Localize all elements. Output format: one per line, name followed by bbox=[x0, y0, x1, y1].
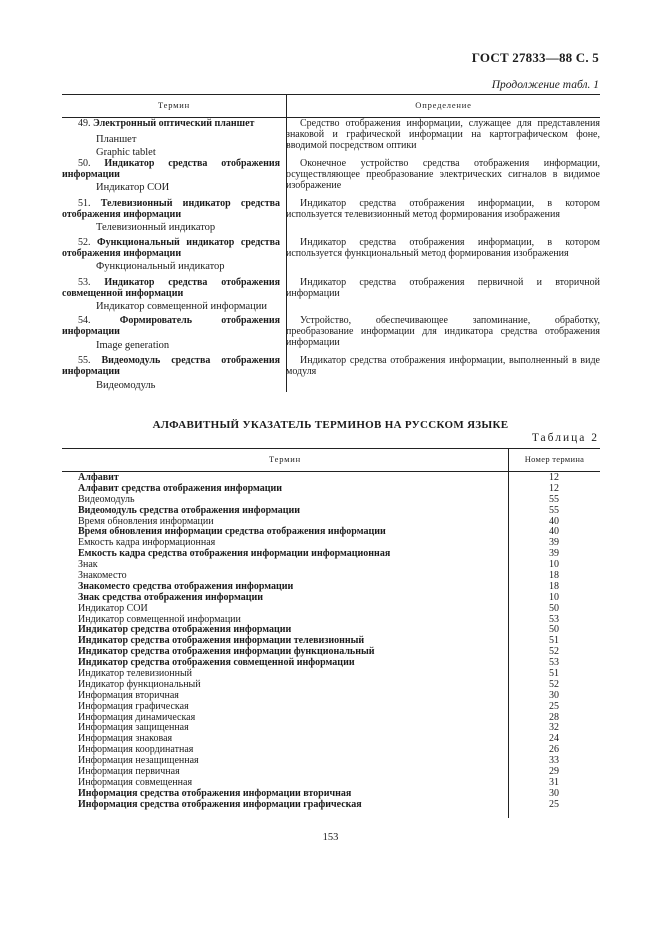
index-term: Емкость кадра информационная bbox=[78, 537, 216, 549]
table-row bbox=[62, 712, 600, 723]
term-synonym: Видеомодуль bbox=[96, 380, 156, 391]
index-term: Знак средства отображения информации bbox=[78, 591, 263, 603]
index-term-number: 40 bbox=[549, 515, 559, 527]
index-term-number: 10 bbox=[549, 559, 559, 571]
term-label: 49. Электронный оптический планшет bbox=[78, 118, 255, 129]
table-row bbox=[62, 516, 600, 527]
index-term: Информация средства отображения информации графическая bbox=[78, 798, 362, 810]
index-term: Емкость кадра средства отображения информации информационная bbox=[78, 548, 391, 560]
table-row bbox=[62, 777, 600, 788]
index-term: Информация динамическая bbox=[78, 711, 196, 723]
table-row bbox=[62, 603, 600, 614]
index-term-number: 10 bbox=[549, 591, 559, 603]
table-row bbox=[62, 722, 600, 733]
standard-code: ГОСТ 27833—88 С. 5 bbox=[471, 50, 599, 65]
table-continuation-note: Продолжение табл. 1 bbox=[491, 79, 599, 91]
index-term: Индикатор средства отображения информации телевизионный bbox=[78, 635, 365, 647]
index-term: Информация первичная bbox=[78, 766, 180, 778]
term-definition: Оконечное устройство средства отображения информации, осуществляющее преобразование электрических сигналов в видимое изображение bbox=[286, 158, 600, 191]
index-term-number: 26 bbox=[549, 744, 559, 756]
index-term: Знак bbox=[78, 559, 98, 571]
index-term: Информация средства отображения информации вторичная bbox=[78, 787, 352, 799]
page-number: 153 bbox=[322, 832, 339, 843]
term-definition: Индикатор средства отображения информации, в котором используется телевизионный метод формирования изображения bbox=[286, 198, 600, 220]
table-row bbox=[62, 472, 600, 483]
index-term-number: 55 bbox=[549, 504, 559, 516]
index-term: Время обновления информации bbox=[78, 515, 214, 527]
index-term: Видеомодуль bbox=[78, 493, 135, 505]
table-row bbox=[62, 483, 600, 494]
table-row bbox=[62, 592, 600, 603]
index-term-number: 18 bbox=[549, 580, 559, 592]
term-label: 51. Телевизионный индикатор средства отображения информации bbox=[62, 198, 281, 220]
index-term: Информация знаковая bbox=[78, 733, 173, 745]
term-definition: Индикатор средства отображения первичной и вторичной информации bbox=[286, 277, 600, 299]
index-term: Информация вторичная bbox=[78, 689, 179, 701]
index-term-number: 53 bbox=[549, 613, 559, 625]
term-definition: Индикатор средства отображения информации, выполненный в виде модуля bbox=[286, 355, 600, 377]
term-label: 55. Видеомодуль средства отображения информации bbox=[62, 355, 281, 377]
index-term: Индикатор функциональный bbox=[78, 678, 201, 690]
index-term-number: 33 bbox=[549, 755, 559, 767]
index-term-number: 53 bbox=[549, 657, 559, 669]
index-term-number: 29 bbox=[549, 766, 559, 778]
table2-body bbox=[62, 472, 600, 810]
table2-col-term: Термин bbox=[268, 454, 302, 464]
table1-col-term: Термин bbox=[157, 100, 191, 110]
table-row bbox=[62, 526, 600, 537]
index-term-number: 12 bbox=[549, 472, 559, 483]
index-term-number: 51 bbox=[549, 635, 559, 647]
index-term-number: 32 bbox=[549, 722, 559, 734]
index-term-number: 31 bbox=[549, 776, 559, 788]
table-row bbox=[62, 570, 600, 581]
index-term: Алфавит средства отображения информации bbox=[78, 482, 283, 494]
index-term: Знакоместо bbox=[78, 570, 127, 582]
table-row bbox=[62, 646, 600, 657]
term-definition: Индикатор средства отображения информации, в котором используется функциональный метод формирования изображения bbox=[286, 237, 600, 259]
index-term: Информация графическая bbox=[78, 700, 189, 712]
term-label: 54. Формирователь отображения информации bbox=[62, 315, 280, 337]
table2-col-number: Номер термина bbox=[524, 454, 585, 464]
table-row bbox=[62, 581, 600, 592]
table-row bbox=[62, 635, 600, 646]
term-label: 53. Индикатор средства отображения совмещенной информации bbox=[62, 277, 280, 299]
term-definition: Средство отображения информации, служащее для представления знаковой и графической информации на картографическом фоне, вводимой посредством оптики bbox=[286, 118, 600, 151]
index-term-number: 28 bbox=[549, 711, 559, 723]
table-row bbox=[62, 744, 600, 755]
index-term: Информация защищенная bbox=[78, 722, 189, 734]
term-synonym: Телевизионный индикатор bbox=[96, 222, 216, 233]
index-term-number: 51 bbox=[549, 668, 559, 680]
index-term: Время обновления информации средства отображения информации bbox=[78, 526, 386, 538]
table1-col-definition: Определение bbox=[415, 100, 472, 110]
index-term-number: 50 bbox=[549, 624, 559, 636]
table-row bbox=[62, 548, 600, 559]
index-term-number: 52 bbox=[549, 678, 559, 690]
table-row bbox=[62, 559, 600, 570]
index-term: Видеомодуль средства отображения информации bbox=[78, 504, 301, 516]
index-term-number: 39 bbox=[549, 548, 559, 560]
term-synonym: Планшет bbox=[96, 134, 137, 145]
index-term: Индикатор совмещенной информации bbox=[78, 613, 241, 625]
table-row bbox=[62, 624, 600, 635]
table2-header bbox=[62, 448, 600, 472]
index-term-number: 30 bbox=[549, 689, 559, 701]
index-term-number: 55 bbox=[549, 493, 559, 505]
index-term-number: 39 bbox=[549, 537, 559, 549]
index-title: АЛФАВИТНЫЙ УКАЗАТЕЛЬ ТЕРМИНОВ НА РУССКОМ ЯЗЫКЕ bbox=[152, 419, 509, 431]
index-term: Информация совмещенная bbox=[78, 776, 193, 788]
index-term-number: 52 bbox=[549, 646, 559, 658]
term-definition: Устройство, обеспечивающее запоминание, обработку, преобразование информации для индикатора средства отображения информации bbox=[286, 315, 600, 348]
term-label: 50. Индикатор средства отображения информации bbox=[62, 158, 280, 180]
index-term: Знакоместо средства отображения информации bbox=[78, 580, 294, 592]
table-row bbox=[62, 657, 600, 668]
index-term-number: 50 bbox=[549, 602, 559, 614]
index-term: Индикатор средства отображения совмещенной информации bbox=[78, 657, 355, 669]
index-term: Алфавит bbox=[78, 472, 119, 483]
table-row bbox=[62, 755, 600, 766]
index-term: Индикатор средства отображения информации bbox=[78, 624, 292, 636]
term-synonym: Индикатор СОИ bbox=[96, 182, 170, 193]
table-row bbox=[62, 537, 600, 548]
table-row bbox=[62, 494, 600, 505]
table-row bbox=[62, 505, 600, 516]
index-term-number: 24 bbox=[549, 733, 559, 745]
index-term: Индикатор телевизионный bbox=[78, 668, 193, 680]
term-synonym: Image generation bbox=[96, 340, 170, 351]
index-term: Индикатор СОИ bbox=[78, 602, 148, 614]
table-row bbox=[62, 766, 600, 777]
index-term: Информация незащищенная bbox=[78, 755, 199, 767]
table-row bbox=[62, 690, 600, 701]
term-label: 52. Функциональный индикатор средства отображения информации bbox=[62, 237, 280, 259]
index-term-number: 40 bbox=[549, 526, 559, 538]
index-term-number: 25 bbox=[549, 700, 559, 712]
term-synonym: Graphic tablet bbox=[96, 147, 156, 158]
table-row bbox=[62, 788, 600, 799]
table-row bbox=[62, 799, 600, 810]
table-row bbox=[62, 733, 600, 744]
table-row bbox=[62, 701, 600, 712]
index-term: Информация координатная bbox=[78, 744, 194, 756]
table-row bbox=[62, 614, 600, 625]
index-term-number: 12 bbox=[549, 482, 559, 494]
index-term-number: 18 bbox=[549, 570, 559, 582]
term-synonym: Функциональный индикатор bbox=[96, 261, 225, 272]
index-term-number: 30 bbox=[549, 787, 559, 799]
table2-label: Таблица 2 bbox=[531, 432, 599, 444]
term-synonym: Индикатор совмещенной информации bbox=[96, 301, 268, 312]
table-row bbox=[62, 679, 600, 690]
table-row bbox=[62, 668, 600, 679]
table1-header bbox=[62, 94, 600, 118]
index-term: Индикатор средства отображения информации функциональный bbox=[78, 646, 375, 658]
index-term-number: 25 bbox=[549, 798, 559, 810]
